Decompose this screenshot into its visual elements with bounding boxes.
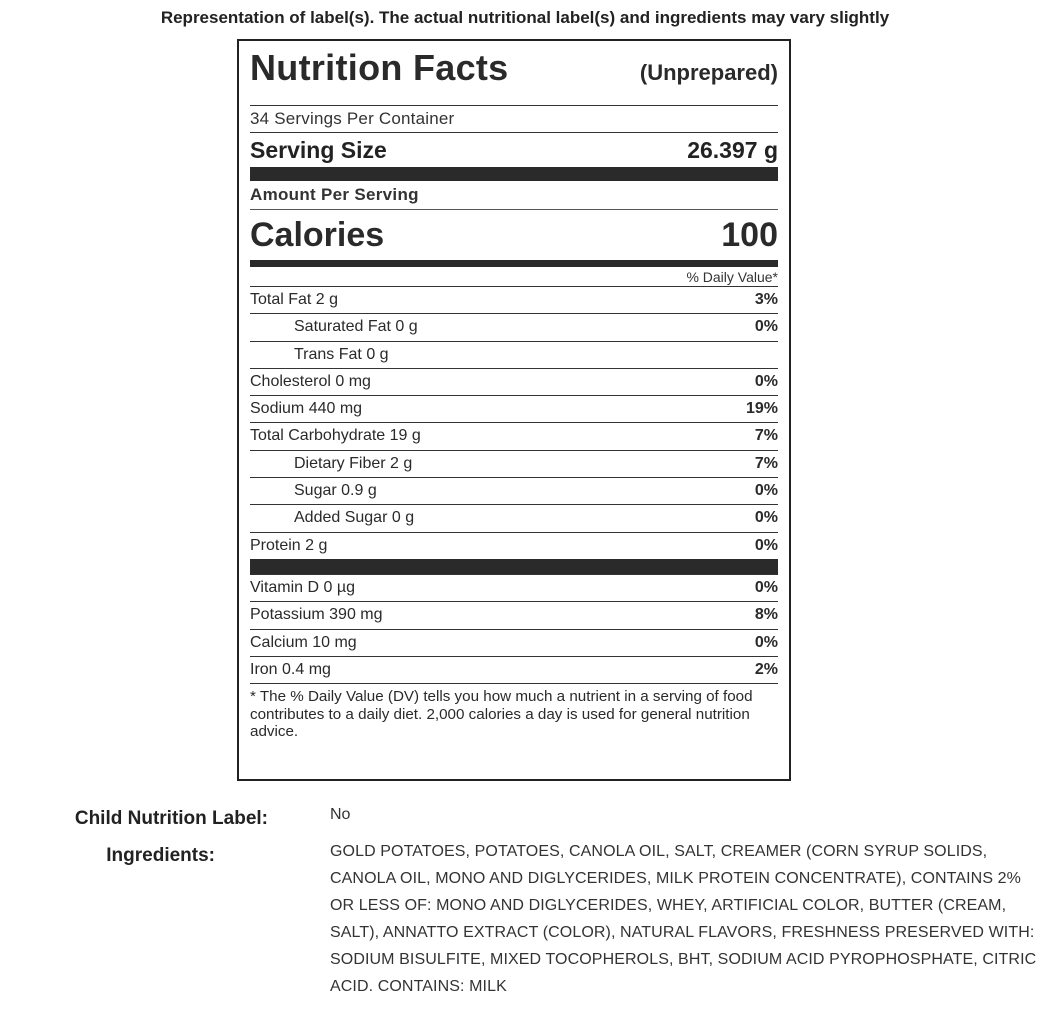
amount-per-serving: Amount Per Serving [250,185,419,204]
nutrient-name: Added Sugar 0 g [294,509,415,527]
vitamin-pct: 8% [754,606,778,624]
child-nutrition-label-value: No [330,806,351,823]
daily-value-header: % Daily Value* [686,269,778,285]
serving-size-row [250,132,778,167]
nutrient-pct: 0% [754,482,778,500]
nutrient-name: Dietary Fiber 2 g [294,454,413,472]
label-title: Nutrition Facts [250,47,509,88]
nutrient-name: Trans Fat 0 g [294,345,389,363]
nutrient-name: Saturated Fat 0 g [294,318,418,336]
vitamin-name: Calcium 10 mg [250,633,357,651]
nutrient-row-added-sugar [250,504,778,531]
nutrient-row-protein [250,532,778,559]
calories-label: Calories [250,216,385,254]
vitamin-name: Potassium 390 mg [250,606,383,624]
calories-value: 100 [721,216,778,254]
nutrient-row-dietary-fiber [250,450,778,477]
vitamin-pct: 2% [754,660,778,678]
serving-size-label: Serving Size [250,137,387,163]
daily-value-footnote: * The % Daily Value (DV) tells you how much a nutrient in a serving of food contributes to a daily diet. 2,000 calories a day is used for general nutrition advice. [250,683,778,741]
nutrition-facts-label [237,39,791,781]
vitamin-row-calcium [250,629,778,656]
nutrient-pct: 0% [754,536,778,554]
nutrient-row-sugar [250,477,778,504]
thick-divider [250,167,778,181]
medium-divider [250,260,778,267]
nutrient-name: Protein 2 g [250,536,328,554]
title-row [250,47,778,101]
serving-size-value: 26.397 g [687,137,778,163]
label-subtitle: (Unprepared) [639,60,778,85]
nutrient-row-total-carbohydrate [250,422,778,449]
nutrient-pct: 0% [754,372,778,390]
vitamin-row-potassium [250,601,778,628]
nutrient-name: Sodium 440 mg [250,400,363,418]
nutrient-name: Total Fat 2 g [250,291,339,308]
nutrient-row-total-fat [250,286,778,313]
servings-per-container: 34 Servings Per Container [250,109,455,128]
nutrient-row-trans-fat [250,341,778,368]
nutrient-row-cholesterol [250,368,778,395]
vitamin-divider [250,559,778,574]
disclaimer-text: Representation of label(s). The actual nutritional label(s) and ingredients may vary slightly [160,8,890,27]
nutrient-name: Cholesterol 0 mg [250,372,371,390]
nutrient-pct: 0% [754,509,778,527]
calories-row [250,209,778,260]
nutrient-pct: 7% [754,454,778,472]
nutrient-name: Sugar 0.9 g [294,482,377,500]
nutrient-pct: 3% [754,291,778,308]
nutrient-row-sodium [250,395,778,422]
nutrient-name: Total Carbohydrate 19 g [250,427,421,445]
vitamin-name: Vitamin D 0 µg [250,578,355,596]
nutrient-pct: 7% [754,427,778,445]
ingredients-text: GOLD POTATOES, POTATOES, CANOLA OIL, SALT, CREAMER (CORN SYRUP SOLIDS, CANOLA OIL, MONO AND DIGLYCERIDES, MILK PROTEIN CONCENTRATE), CONTAINS 2% OR LESS OF: MONO AND DIGLYCERIDES, WHEY, ARTIFICIAL COLOR, BUTTER (CREAM, SALT), ANNATTO EXTRACT (COLOR), NATURAL FLAVORS, FRESHNESS PRESERVED WITH: SODIUM BISULFITE, MIXED TOCOPHEROLS, BHT, SODIUM ACID PYROPHOSPHATE, CITRIC ACID. CONTAINS: MILK [330,843,1037,995]
ingredients-heading: Ingredients: [106,845,215,866]
vitamin-name: Iron 0.4 mg [250,660,331,678]
vitamin-row-iron [250,656,778,683]
vitamin-pct: 0% [754,633,778,651]
nutrient-pct: 0% [754,318,778,336]
nutrient-pct: 19% [745,400,778,418]
vitamin-pct: 0% [754,578,778,596]
nutrient-row-saturated-fat [250,313,778,340]
child-nutrition-label-heading: Child Nutrition Label: [74,808,268,829]
vitamin-row-vitamin-d [250,574,778,601]
